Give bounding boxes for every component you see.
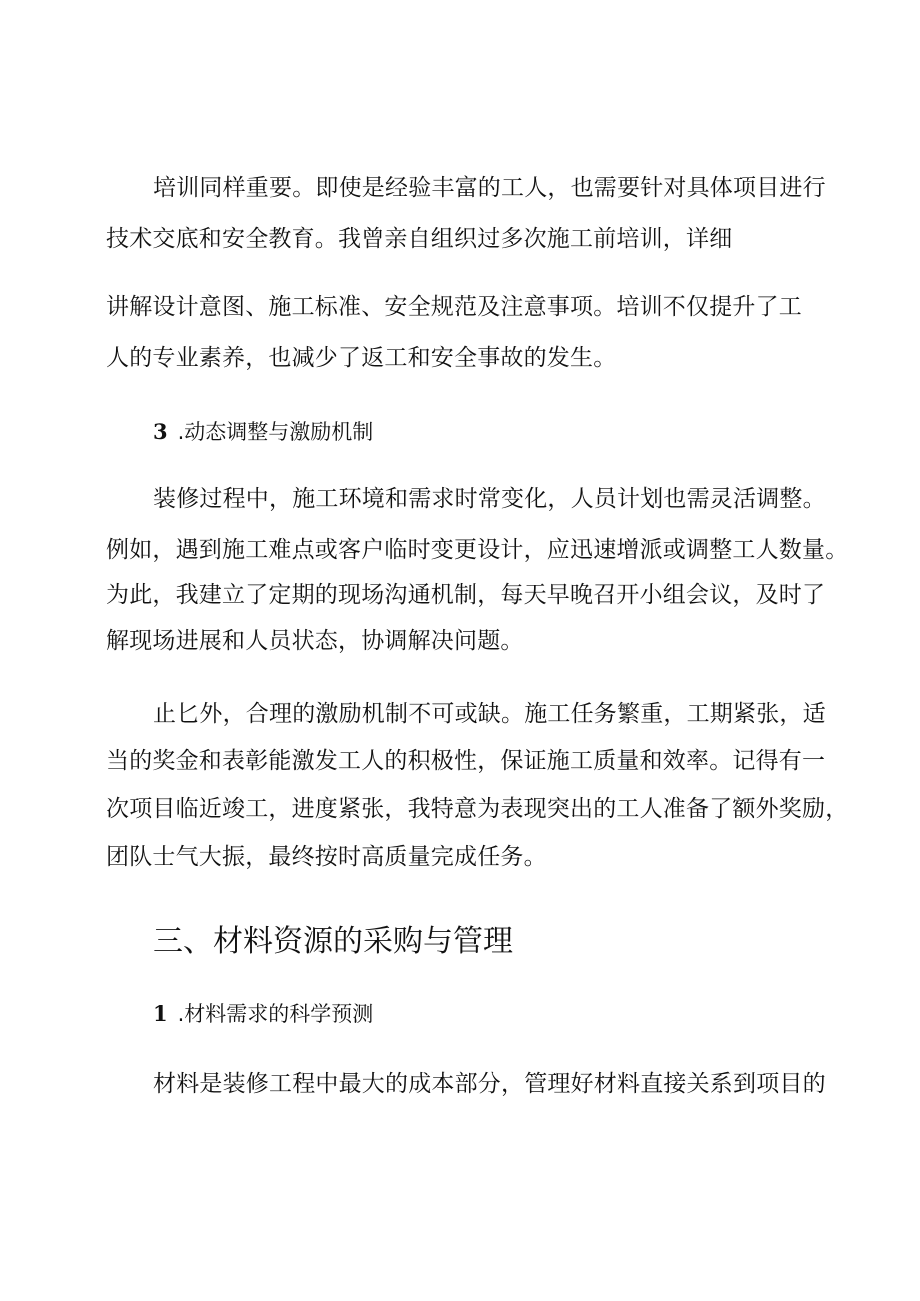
subheading-text: .动态调整与激励机制 bbox=[177, 420, 374, 444]
paragraph-line: 团队士气大振，最终按时高质量完成任务。 bbox=[106, 844, 547, 870]
paragraph-line: 例如，遇到施工难点或客户临时变更设计，应迅速增派或调整工人数量。 bbox=[106, 537, 849, 563]
subheading-number: 3 bbox=[153, 419, 168, 444]
paragraph-line: 人的专业素养，也减少了返工和安全事故的发生。 bbox=[106, 345, 617, 371]
paragraph-line: 讲解设计意图、施工标准、安全规范及注意事项。培训不仅提升了工 bbox=[106, 294, 802, 320]
subheading-text: .材料需求的科学预测 bbox=[177, 1002, 374, 1026]
paragraph-line: 当的奖金和表彰能激发工人的积极性，保证施工质量和效率。记得有一 bbox=[106, 748, 826, 774]
paragraph-line: 材料是装修工程中最大的成本部分，管理好材料直接关系到项目的 bbox=[153, 1071, 826, 1097]
paragraph-line: 培训同样重要。即使是经验丰富的工人，也需要针对具体项目进行 bbox=[153, 175, 826, 201]
paragraph-line: 止匕外，合理的激励机制不可或缺。施工任务繁重，工期紧张，适 bbox=[153, 701, 826, 727]
paragraph-line: 为此，我建立了定期的现场沟通机制，每天早晚召开小组会议，及时了 bbox=[106, 582, 826, 608]
paragraph-line: 解现场进展和人员状态，协调解决问题。 bbox=[106, 628, 524, 654]
subheading-number: 1 bbox=[153, 1001, 168, 1026]
paragraph-line: 装修过程中，施工环境和需求时常变化，人员计划也需灵活调整。 bbox=[153, 486, 826, 512]
paragraph-line: 次项目临近竣工，进度紧张，我特意为表现突出的工人准备了额外奖励， bbox=[106, 796, 849, 822]
paragraph-line: 技术交底和安全教育。我曾亲自组织过多次施工前培训，详细 bbox=[106, 226, 733, 252]
subheading-material-forecast bbox=[153, 1000, 373, 1028]
subheading-dynamic-adjustment bbox=[153, 418, 373, 446]
section-heading-materials: 三、材料资源的采购与管理 bbox=[153, 924, 513, 959]
